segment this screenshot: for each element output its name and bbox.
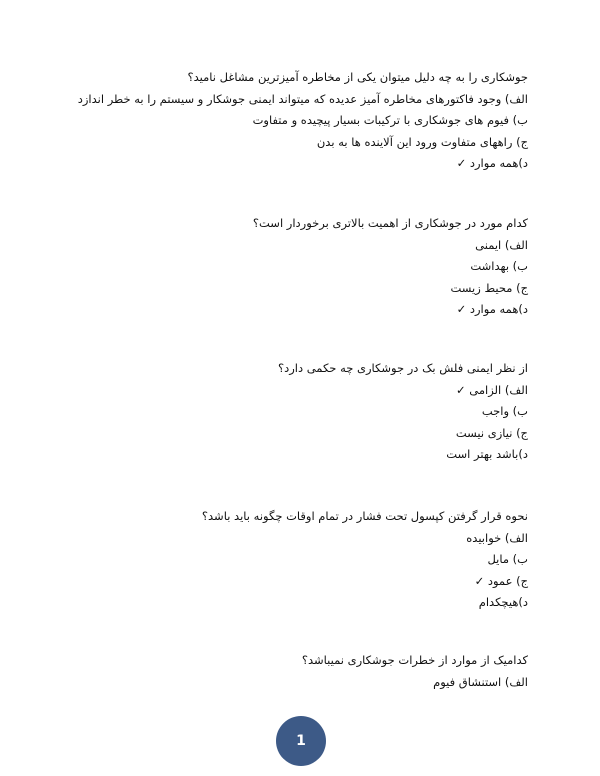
question-1-option-d: د)همه موارد ✓: [456, 156, 528, 170]
question-5-option-a: الف) استنشاق فیوم: [433, 674, 528, 689]
question-1-option-a: الف) وجود فاکتورهای مخاطره آمیز عدیده که میتواند ایمنی جوشکار و سیستم را به خطر اندازد: [77, 91, 528, 106]
question-block-3: [58, 358, 528, 466]
question-2-option-c: ج) محیط زیست: [450, 280, 528, 295]
question-4-option-d: د)هیچکدام: [478, 595, 528, 609]
question-4-option-b: ب) مایل: [487, 552, 528, 566]
question-5-text: کدامیک از موارد از خطرات جوشکاری نمیباشد؟: [301, 653, 528, 667]
question-3-text: از نظر ایمنی فلش بک در جوشکاری چه حکمی دارد؟: [277, 361, 528, 375]
question-1-option-b: ب) فیوم های جوشکاری با ترکیبات بسیار پیچیده و متفاوت: [252, 113, 528, 127]
question-block-2: [58, 213, 528, 321]
question-3-option-a: الف) الزامی ✓: [455, 382, 528, 397]
question-block-1: [58, 67, 528, 175]
question-3-option-c: ج) نیازی نیست: [455, 425, 528, 440]
question-4-text: نحوه قرار گرفتن کپسول تحت فشار در تمام اوقات چگونه باید باشد؟: [201, 509, 528, 523]
question-4-option-c: ج) عمود ✓: [474, 573, 528, 588]
question-block-5: [58, 650, 528, 693]
question-2-option-b: ب) بهداشت: [470, 259, 528, 273]
page-number-badge: 1: [276, 716, 326, 766]
question-4-option-a: الف) خوابیده: [466, 530, 528, 545]
question-block-4: [58, 506, 528, 614]
question-1-text: جوشکاری را به چه دلیل میتوان یکی از مخاطره آمیزترین مشاغل نامید؟: [187, 70, 528, 84]
question-3-option-d: د)باشد بهتر است: [446, 447, 528, 461]
question-2-option-d: د)همه موارد ✓: [456, 302, 528, 316]
question-3-option-b: ب) واجب: [481, 404, 528, 418]
question-2-text: کدام مورد در جوشکاری از اهمیت بالاتری برخوردار است؟: [252, 216, 528, 230]
question-1-option-c: ج) راههای متفاوت ورود این آلاینده ها به بدن: [316, 134, 528, 149]
question-2-option-a: الف) ایمنی: [475, 237, 528, 252]
